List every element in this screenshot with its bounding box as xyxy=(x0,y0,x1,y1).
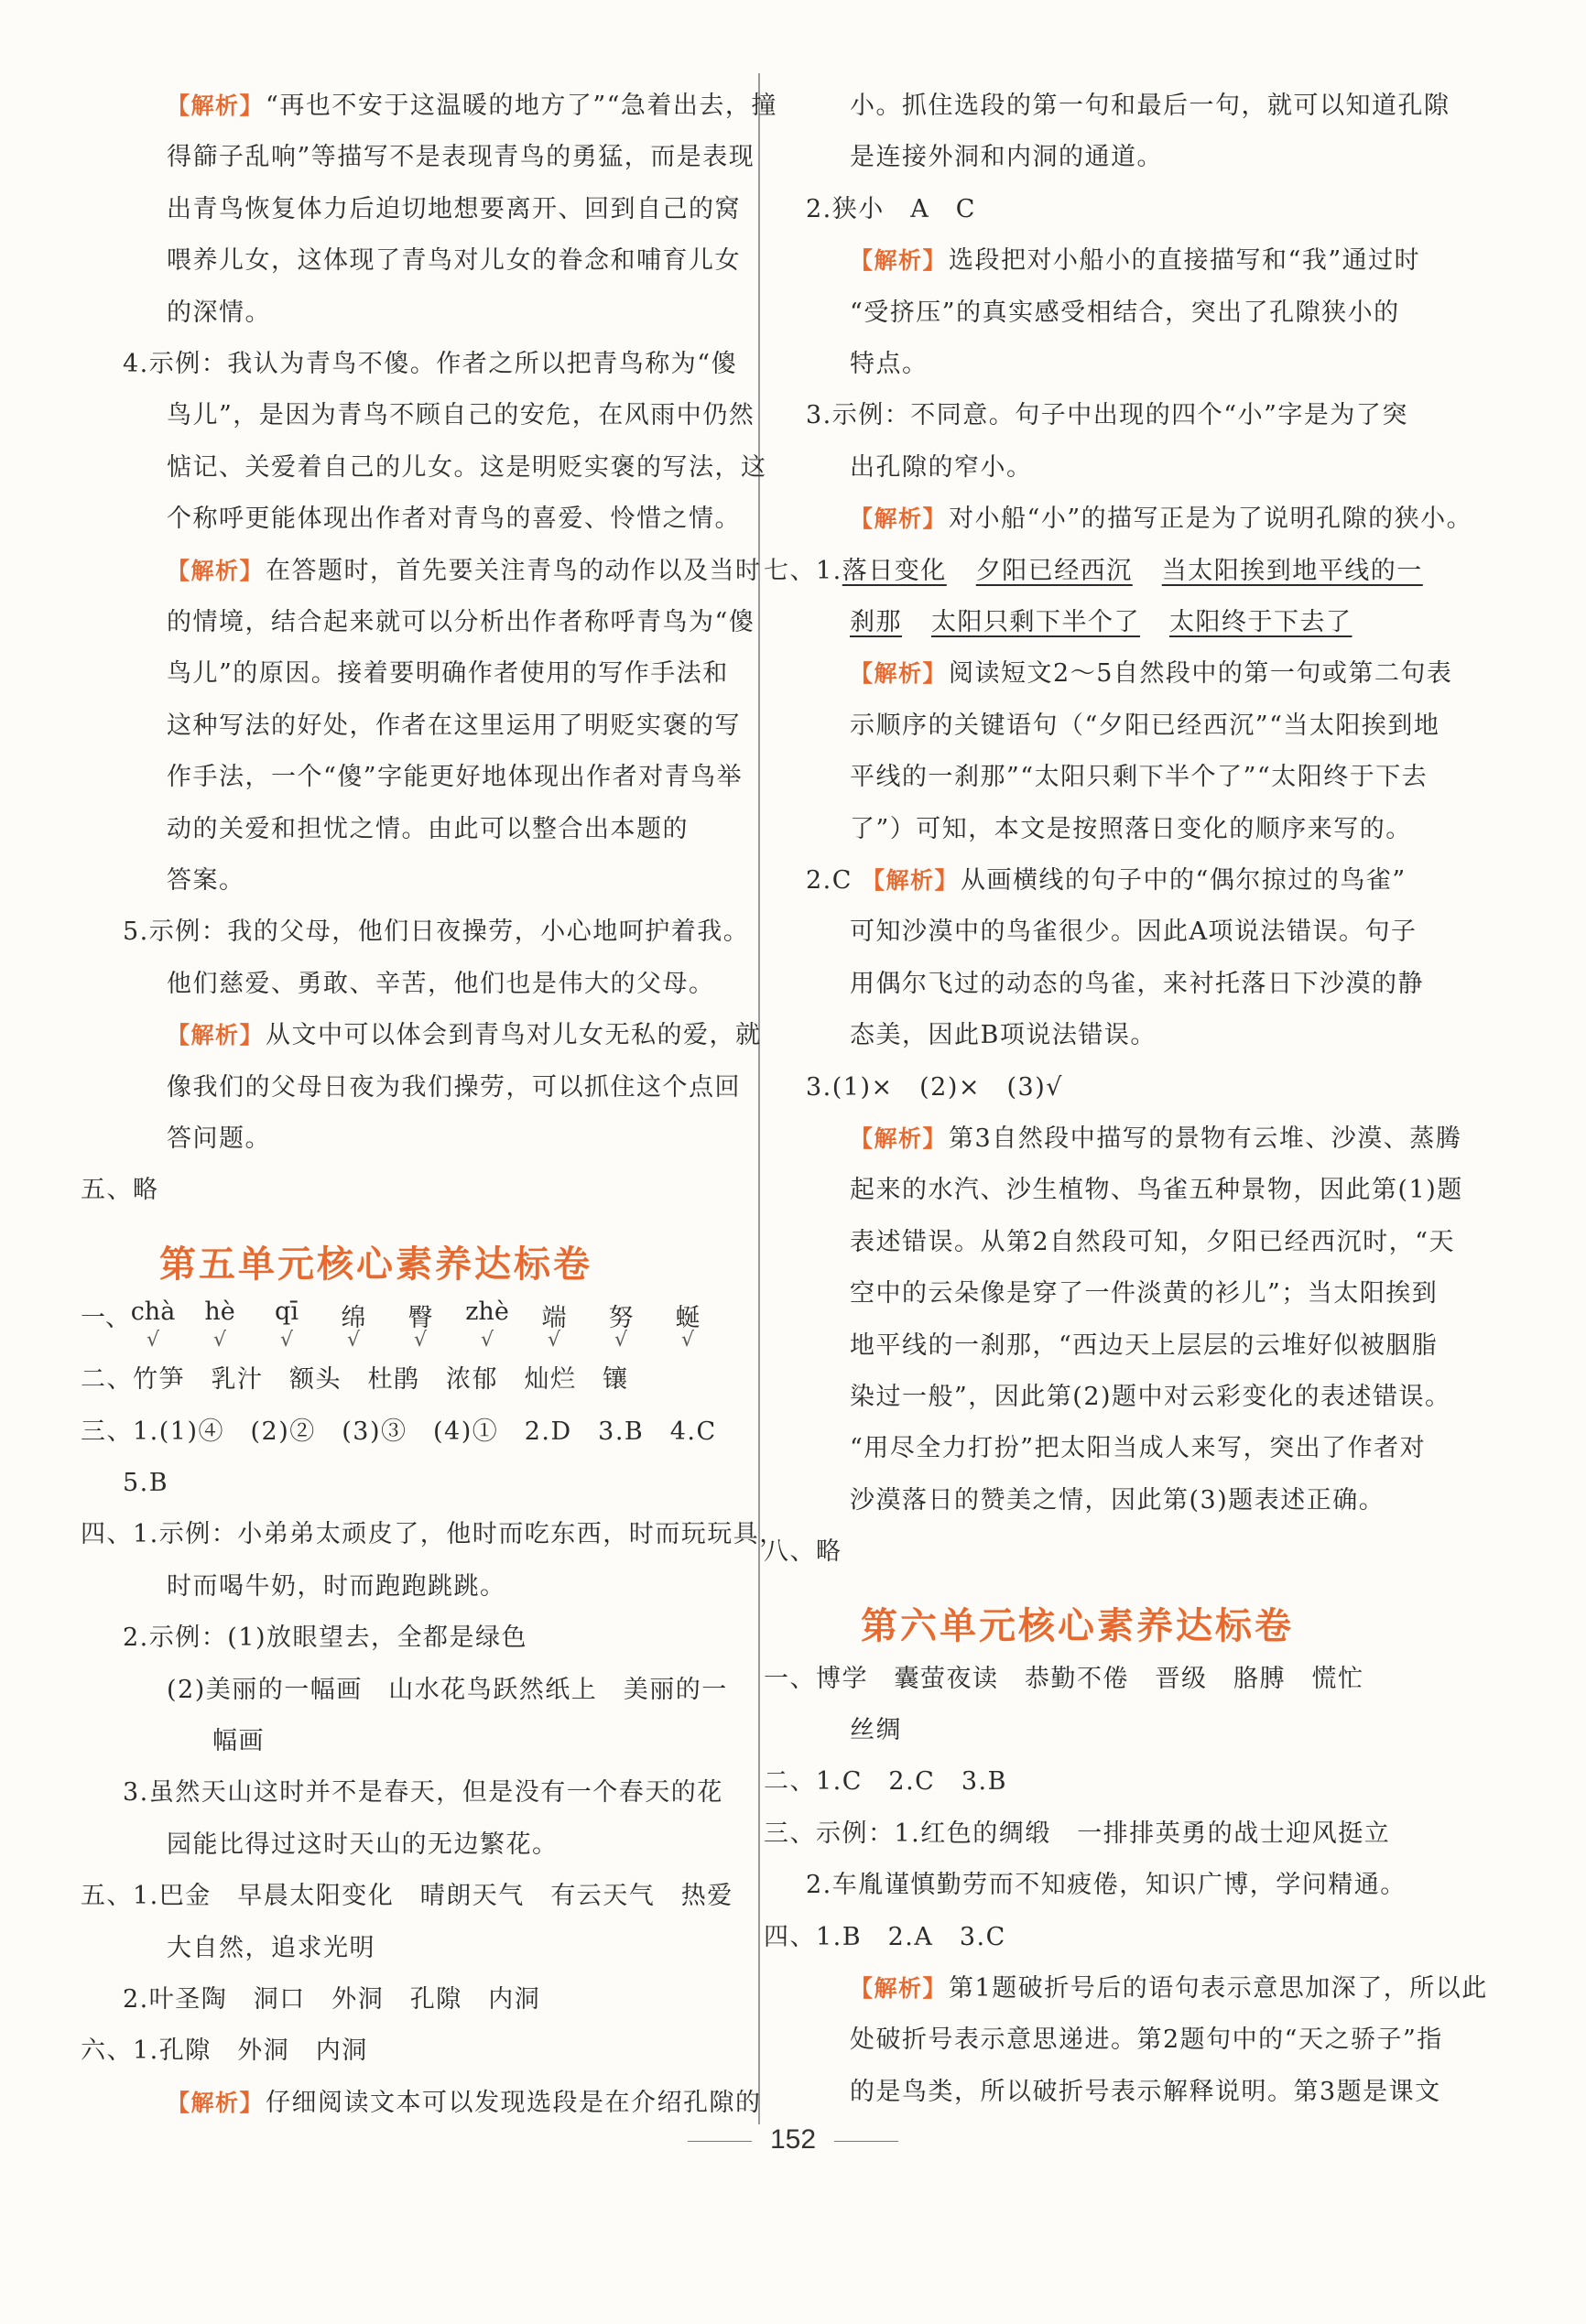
line-text: 示顺序的关键语句（“夕阳已经西沉”“当太阳挨到地 xyxy=(850,711,1440,740)
answer-line xyxy=(167,1672,728,1709)
line-text: 二、竹笋 乳汁 额头 杜鹃 浓郁 灿烂 镶 xyxy=(81,1365,629,1395)
answer-line xyxy=(123,346,737,383)
line-text: 的是鸟类，所以破折号表示解释说明。第3题是课文 xyxy=(850,2077,1441,2106)
answer-line xyxy=(850,1121,1461,1157)
answer-line xyxy=(850,243,1420,279)
line-text: 五、1.巴金 早晨太阳变化 晴朗天气 有云天气 热爱 xyxy=(81,1882,733,1911)
answer-line xyxy=(167,191,741,228)
answer-line xyxy=(764,1816,1390,1852)
answer-line xyxy=(806,397,1408,434)
answer-line xyxy=(764,1534,842,1570)
line-text: 时而喝牛奶，时而跑跑跳跳。 xyxy=(167,1571,506,1601)
line-text: 2.叶圣陶 洞口 外洞 孔隙 内洞 xyxy=(123,1985,541,2014)
answer-line xyxy=(850,1430,1426,1467)
check-mark: √ xyxy=(346,1328,361,1352)
answer-line xyxy=(123,1620,527,1656)
line-text: 态美，因此B项说法错误。 xyxy=(850,1021,1157,1050)
answer-line xyxy=(850,1712,902,1749)
line-text: 2.示例：(1)放眼望去，全都是绿色 xyxy=(123,1624,528,1653)
line-text: 选段把对小船小的直接描写和“我”通过时 xyxy=(949,246,1421,276)
answer-line xyxy=(167,759,743,796)
underlined-answer: 太阳只剩下半个了 xyxy=(931,608,1140,636)
line-text: 出青鸟恢复体力后迫切地想要离开、回到自己的窝 xyxy=(167,194,741,223)
answer-line xyxy=(850,914,1418,950)
answer-line xyxy=(850,295,1400,331)
answer-line xyxy=(81,1878,733,1915)
line-text: 阅读短文2～5自然段中的第一句或第二句表 xyxy=(949,659,1453,689)
answer-line xyxy=(212,1723,265,1760)
answer-line xyxy=(850,2074,1441,2111)
line-text: “用尽全力打扮”把太阳当成人来写，突出了作者对 xyxy=(850,1434,1427,1463)
line-text: 幅画 xyxy=(212,1727,265,1755)
answer-line xyxy=(850,88,1450,125)
answer-line xyxy=(167,811,689,848)
answer-line xyxy=(167,1121,271,1157)
line-text: (2)美丽的一幅画 山水花鸟跃然纸上 美丽的一 xyxy=(167,1675,728,1704)
pinyin-item: chà xyxy=(130,1297,176,1326)
answer-line xyxy=(167,501,741,538)
line-text: 第1题破折号后的语句表示意思加深了，所以此 xyxy=(949,1974,1488,2003)
line-text: 三、1.(1)④ (2)② (3)③ (4)① 2.D 3.B 4.C xyxy=(81,1417,717,1446)
answer-line xyxy=(81,2033,368,2069)
line-text: 小。抓住选段的第一句和最后一句，就可以知道孔隙 xyxy=(850,92,1450,120)
answer-line xyxy=(850,811,1412,848)
line-text: 地平线的一刹那，“西边天上层层的云堆好似被胭脂 xyxy=(850,1330,1439,1360)
underlined-answer: 当太阳挨到地平线的一 xyxy=(1161,556,1423,585)
line-text: 仔细阅读文本可以发现选段是在介绍孔隙的 xyxy=(266,2088,762,2117)
line-text: 对小船“小”的描写正是为了说明孔隙的狭小。 xyxy=(949,505,1473,534)
line-text: 平线的一刹那”“太阳只剩下半个了”“太阳终于下去 xyxy=(850,763,1428,792)
answer-line xyxy=(806,191,976,228)
analysis-tag: 【解析】 xyxy=(850,1125,948,1152)
answer-line xyxy=(167,1569,506,1605)
answer-line xyxy=(167,656,729,692)
line-text: 四、1.B 2.A 3.C xyxy=(764,1922,1006,1951)
check-mark: √ xyxy=(480,1328,494,1352)
underlined-answer: 太阳终于下去了 xyxy=(1169,608,1352,636)
line-text: 处破折号表示意思递进。第2题句中的“天之骄子”指 xyxy=(850,2025,1443,2055)
check-mark: √ xyxy=(212,1328,227,1352)
line-text: “受挤压”的真实感受相结合，突出了孔隙狭小的 xyxy=(850,298,1400,327)
answer-line xyxy=(850,2022,1443,2058)
answer-line xyxy=(167,1930,375,1967)
answer-line xyxy=(167,450,767,486)
line-text: 出孔隙的窄小。 xyxy=(850,452,1033,482)
line-text: 作手法，一个“傻”字能更好地体现出作者对青鸟举 xyxy=(167,763,744,792)
analysis-tag: 【解析】 xyxy=(850,660,948,688)
answer-line xyxy=(123,914,749,950)
answer-line xyxy=(850,656,1452,692)
analysis-tag: 【解析】 xyxy=(850,247,948,275)
underlined-answer: 刹那 xyxy=(850,608,902,636)
answer-line xyxy=(81,1516,786,1553)
line-text: 丝绸 xyxy=(850,1716,902,1744)
line-text: 动的关爱和担忧之情。由此可以整合出本题的 xyxy=(167,814,689,843)
answer-line xyxy=(850,1328,1438,1364)
line-text: 特点。 xyxy=(850,350,929,378)
line-text: 鸟儿”，是因为青鸟不顾自己的安危，在风雨中仍然 xyxy=(167,401,755,430)
line-text: 第3自然段中描写的景物有云堆、沙漠、蒸腾 xyxy=(949,1124,1462,1153)
pinyin-item: 努 xyxy=(608,1303,634,1332)
line-text: 像我们的父母日夜为我们操劳，可以抓住这个点回 xyxy=(167,1072,741,1102)
answer-line xyxy=(123,1465,168,1502)
answer-line xyxy=(81,1172,159,1209)
line-text: 喂养儿女，这体现了青鸟对儿女的眷念和哺育儿女 xyxy=(167,246,741,276)
unit5-title: 第五单元核心素养达标卷 xyxy=(159,1243,592,1286)
answer-line xyxy=(850,501,1472,538)
analysis-tag: 【解析】 xyxy=(167,1022,265,1049)
answer-line xyxy=(167,966,715,1003)
answer-line xyxy=(81,1362,629,1398)
line-text: 可知沙漠中的鸟雀很少。因此A项说法错误。句子 xyxy=(850,918,1418,947)
check-mark: √ xyxy=(680,1328,695,1352)
line-text: 2.C xyxy=(806,866,863,895)
line-text: 2.狭小 A C xyxy=(806,194,976,223)
line-text: 了”）可知，本文是按照落日变化的顺序来写的。 xyxy=(850,814,1412,843)
answer-line xyxy=(167,1070,741,1106)
answer-line xyxy=(167,863,245,899)
analysis-tag: 【解析】 xyxy=(850,1975,948,2002)
answer-line xyxy=(850,759,1428,796)
answer-line xyxy=(850,708,1439,744)
answer-line xyxy=(806,1070,1063,1106)
line-text: 5.B xyxy=(123,1469,169,1497)
line-text: 这种写法的好处，作者在这里运用了明贬实褒的写 xyxy=(167,711,741,740)
answer-line xyxy=(81,1414,717,1450)
line-text: 园能比得过这时天山的无边繁花。 xyxy=(167,1830,559,1859)
answer-line xyxy=(850,346,929,383)
answer-line xyxy=(167,88,777,125)
page-number-dash-right xyxy=(834,2141,898,2142)
answer-line xyxy=(850,1172,1463,1209)
answer-line xyxy=(806,1867,1407,1904)
answer-line xyxy=(850,1017,1157,1054)
line-text: 用偶尔飞过的动态的鸟雀，来衬托落日下沙漠的静 xyxy=(850,969,1424,998)
line-text: 染过一般”，因此第(2)题中对云彩变化的表述错误。 xyxy=(850,1383,1451,1411)
answer-line xyxy=(167,2085,762,2122)
page-number-text: 152 xyxy=(769,2124,817,2155)
line-text: 3.(1)× (2)× (3)√ xyxy=(806,1072,1063,1102)
pinyin-item: 端 xyxy=(541,1303,567,1332)
line-text: 得篩子乱响”等描写不是表现青鸟的勇猛，而是表现 xyxy=(167,143,755,172)
line-text: 5.示例：我的父母，他们日夜操劳，小心地呵护着我。 xyxy=(123,918,750,947)
line-text: 二、1.C 2.C 3.B xyxy=(764,1767,1007,1797)
line-text: 五、略 xyxy=(81,1176,159,1205)
line-text: 一、博学 囊萤夜读 恭勤不倦 晋级 胳膊 慌忙 xyxy=(764,1664,1364,1693)
pinyin-item: 臀 xyxy=(407,1303,433,1332)
line-text: 从文中可以体会到青鸟对儿女无私的爱，就 xyxy=(266,1021,762,1050)
pinyin-item: 蜒 xyxy=(675,1303,701,1332)
line-text: 答问题。 xyxy=(167,1124,271,1153)
line-text: 鸟儿”的原因。接着要明确作者使用的写作手法和 xyxy=(167,659,729,689)
page-number xyxy=(0,2124,1586,2156)
line-text: 三、示例：1.红色的绸缎 一排排英勇的战士迎风挺立 xyxy=(764,1819,1391,1848)
check-mark: √ xyxy=(146,1328,160,1352)
unit6-title: 第六单元核心素养达标卷 xyxy=(861,1604,1294,1647)
line-text: 2.车胤谨慎勤劳而不知疲倦，知识广博，学问精通。 xyxy=(806,1871,1407,1900)
answer-line xyxy=(167,553,762,590)
answer-line xyxy=(850,1276,1438,1312)
page-number-dash-left xyxy=(688,2141,752,2142)
answer-line xyxy=(167,295,271,331)
analysis-tag: 【解析】 xyxy=(862,867,960,894)
answer-line xyxy=(167,1827,559,1863)
answer-line xyxy=(167,139,755,176)
answer-line xyxy=(850,1482,1385,1519)
pinyin-prefix: 一、 xyxy=(81,1303,130,1332)
line-text: 表述错误。从第2自然段可知，夕阳已经西沉时，“天 xyxy=(850,1227,1455,1256)
column-divider xyxy=(758,73,760,2124)
answer-line xyxy=(123,1775,723,1811)
line-text: 他们慈爱、勇敢、辛苦，他们也是伟大的父母。 xyxy=(167,969,715,998)
line-text: 起来的水汽、沙生植物、鸟雀五种景物，因此第(1)题 xyxy=(850,1176,1463,1205)
answer-line xyxy=(764,1661,1364,1698)
line-text: 3.虽然天山这时并不是春天，但是没有一个春天的花 xyxy=(123,1778,723,1808)
line-text: 是连接外洞和内洞的通道。 xyxy=(850,143,1163,172)
pinyin-item: hè xyxy=(204,1297,235,1326)
answer-line xyxy=(850,1971,1488,2007)
answer-line xyxy=(167,708,741,744)
answer-line xyxy=(850,450,1033,486)
line-text: 4.示例：我认为青鸟不傻。作者之所以把青鸟称为“傻 xyxy=(123,350,738,378)
line-text: “再也不安于这温暖的地方了”“急着出去，撞 xyxy=(266,92,777,120)
line-prefix: 七、1. xyxy=(764,556,842,585)
answer-line xyxy=(806,863,1407,899)
answer-line-underlined xyxy=(850,604,1352,641)
answer-line-underlined xyxy=(764,553,1423,590)
answer-line xyxy=(850,1379,1451,1416)
line-text: 大自然，追求光明 xyxy=(167,1933,375,1962)
answer-line xyxy=(850,1224,1455,1261)
line-text: 八、略 xyxy=(764,1537,842,1567)
check-mark: √ xyxy=(413,1328,428,1352)
analysis-tag: 【解析】 xyxy=(167,557,265,584)
answer-line xyxy=(764,1764,1007,1800)
line-text: 惦记、关爱着自己的儿女。这是明贬实褒的写法，这 xyxy=(167,452,767,482)
check-mark: √ xyxy=(547,1328,561,1352)
answer-line xyxy=(123,1982,540,2018)
analysis-tag: 【解析】 xyxy=(167,92,265,119)
underlined-answer: 落日变化 xyxy=(842,556,947,585)
line-text: 3.示例：不同意。句子中出现的四个“小”字是为了突 xyxy=(806,401,1408,430)
line-text: 从画横线的句子中的“偶尔掠过的鸟雀” xyxy=(961,866,1407,895)
line-text: 沙漠落日的赞美之情，因此第(3)题表述正确。 xyxy=(850,1485,1385,1515)
analysis-tag: 【解析】 xyxy=(850,505,948,533)
answer-line xyxy=(167,397,755,434)
line-text: 四、1.示例：小弟弟太顽皮了，他时而吃东西，时而玩玩具， xyxy=(81,1520,786,1549)
analysis-tag: 【解析】 xyxy=(167,2089,265,2116)
underlined-answer: 夕阳已经西沉 xyxy=(975,556,1133,585)
answer-line xyxy=(850,966,1424,1003)
line-text: 的深情。 xyxy=(167,298,271,327)
line-text: 个称呼更能体现出作者对青鸟的喜爱、怜惜之情。 xyxy=(167,505,741,534)
line-text: 在答题时，首先要关注青鸟的动作以及当时 xyxy=(266,556,762,585)
answer-line xyxy=(167,243,741,279)
pinyin-item: zhè xyxy=(465,1297,509,1326)
line-text: 空中的云朵像是穿了一件淡黄的衫儿”；当太阳挨到 xyxy=(850,1279,1439,1309)
pinyin-item: 绵 xyxy=(341,1303,366,1332)
line-text: 答案。 xyxy=(167,866,245,895)
answer-line xyxy=(167,604,755,641)
answer-line xyxy=(764,1919,1006,1956)
pinyin-item: qī xyxy=(275,1297,299,1326)
line-text: 六、1.孔隙 外洞 内洞 xyxy=(81,2036,368,2066)
check-mark: √ xyxy=(279,1328,294,1352)
answer-line xyxy=(167,1017,762,1054)
answer-line xyxy=(850,139,1163,176)
line-text: 的情境，结合起来就可以分析出作者称呼青鸟为“傻 xyxy=(167,608,755,636)
check-mark: √ xyxy=(614,1328,628,1352)
